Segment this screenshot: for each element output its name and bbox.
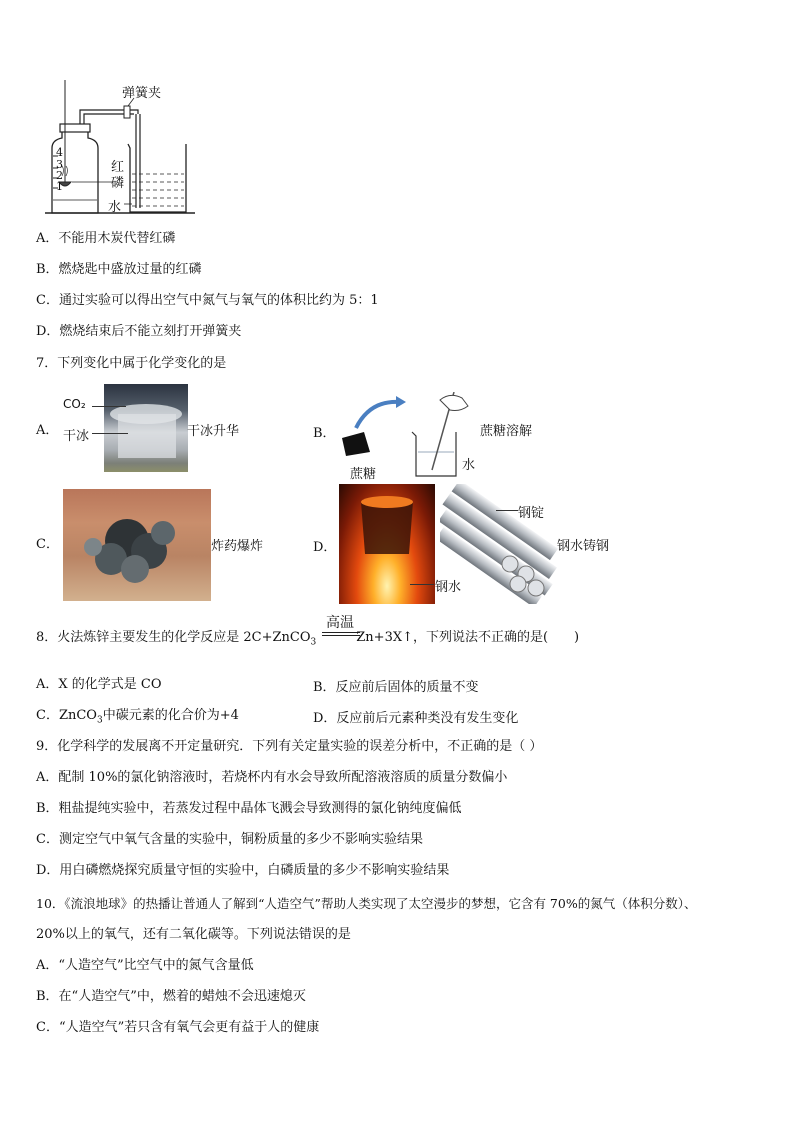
co2-pointer [92,406,126,407]
q6-option-b: B．燃烧匙中盛放过量的红磷 [36,262,202,277]
q7-option-b-letter: B． [313,426,336,441]
q8-stem-pre: 8．火法炼锌主要发生的化学反应是 2C+ZnCO [36,630,311,645]
q8-stem [36,629,579,652]
q10-stem-line-2: 20%以上的氧气，还有二氧化碳等。下列说法错误的是 [36,927,351,942]
q7-option-d-letter: D． [313,540,337,555]
explosion-photo [63,489,211,601]
ladle-shape [339,484,435,604]
q7-option-c-letter: C． [36,537,59,552]
explosion-smoke [63,489,211,601]
q7-c-caption: 炸药爆炸 [211,539,264,554]
q7-stem: 7．下列变化中属于化学变化的是 [36,356,227,371]
q8-option-b: B．反应前后固体的质量不变 [313,680,479,695]
dry-ice-pointer [92,433,128,434]
q7-option-a-letter: A． [36,423,59,438]
q10-option-a: A．“人造空气”比空气中的氮气含量低 [36,958,254,973]
q8-option-c-post: 中碳元素的化合价为+4 [102,708,239,723]
q10-stem-line-1: 10．《流浪地球》的热播让普通人了解到“人造空气”帮助人类实现了太空漫步的梦想，它含有 70%的氮气（体积分数）、 [36,896,697,911]
water-label: 水 [108,200,122,215]
q9-option-d: D．用白磷燃烧探究质量守恒的实验中，白磷质量的多少不影响实验结果 [36,863,450,878]
q7-d-caption: 钢水铸钢 [557,539,610,554]
scale-mark-1: 1 [56,180,63,193]
q8-option-a: A．X 的化学式是 CO [36,677,162,692]
ingot-pointer [496,510,518,511]
q9-option-a: A．配制 10%的氯化钠溶液时，若烧杯内有水会导致所配溶液溶质的质量分数偏小 [36,770,508,785]
q8-condition: 高温 [326,615,354,631]
q8-option-c [36,707,239,730]
scale-mark-4: 4 [56,146,63,159]
q8-option-c-sub: 3 [96,715,103,726]
clip-label: 弹簧夹 [122,86,162,101]
phosphorus-label: 红磷 [111,160,125,191]
q6-option-d: D．燃烧结束后不能立刻打开弹簧夹 [36,324,242,339]
q6-option-c: C．通过实验可以得出空气中氮气与氧气的体积比约为 5：1 [36,293,379,308]
q9-stem: 9．化学科学的发展离不开定量研究．下列有关定量实验的误差分析中，不正确的是（ ） [36,739,543,754]
q10-option-c: C．“人造空气”若只含有氧气会更有益于人的健康 [36,1020,320,1035]
dry-ice-label: 干冰 [63,429,90,444]
ingot-label: 钢锭 [518,506,545,521]
q8-stem-sub: 3 [310,637,317,648]
q8-option-d: D．反应前后元素种类没有发生变化 [313,711,519,726]
q10-option-b: B．在“人造空气”中，燃着的蜡烛不会迅速熄灭 [36,989,306,1004]
sugar-label: 蔗糖 [350,467,377,482]
q9-option-b: B．粗盐提纯实验中，若蒸发过程中晶体飞溅会导致测得的氯化钠纯度偏低 [36,801,462,816]
q9-option-c: C．测定空气中氧气含量的实验中，铜粉质量的多少不影响实验结果 [36,832,423,847]
molten-steel-label: 钢水 [435,580,462,595]
co2-label: CO₂ [63,397,86,411]
scale-mark-2: 2 [56,169,63,182]
molten-pointer [410,584,434,585]
dry-ice-fog [104,384,188,472]
scale-mark-3: 3 [56,158,63,171]
q6-option-a: A．不能用木炭代替红磷 [36,231,176,246]
q7-a-caption: 干冰升华 [187,424,240,439]
molten-steel-photo [339,484,435,604]
q7-b-caption: 蔗糖溶解 [480,424,533,439]
water-b-label: 水 [462,458,476,473]
dry-ice-photo [104,384,188,472]
q8-stem-post: Zn+3X↑，下列说法不正确的是( ) [356,630,580,645]
q8-option-c-pre: C．ZnCO [36,708,97,723]
